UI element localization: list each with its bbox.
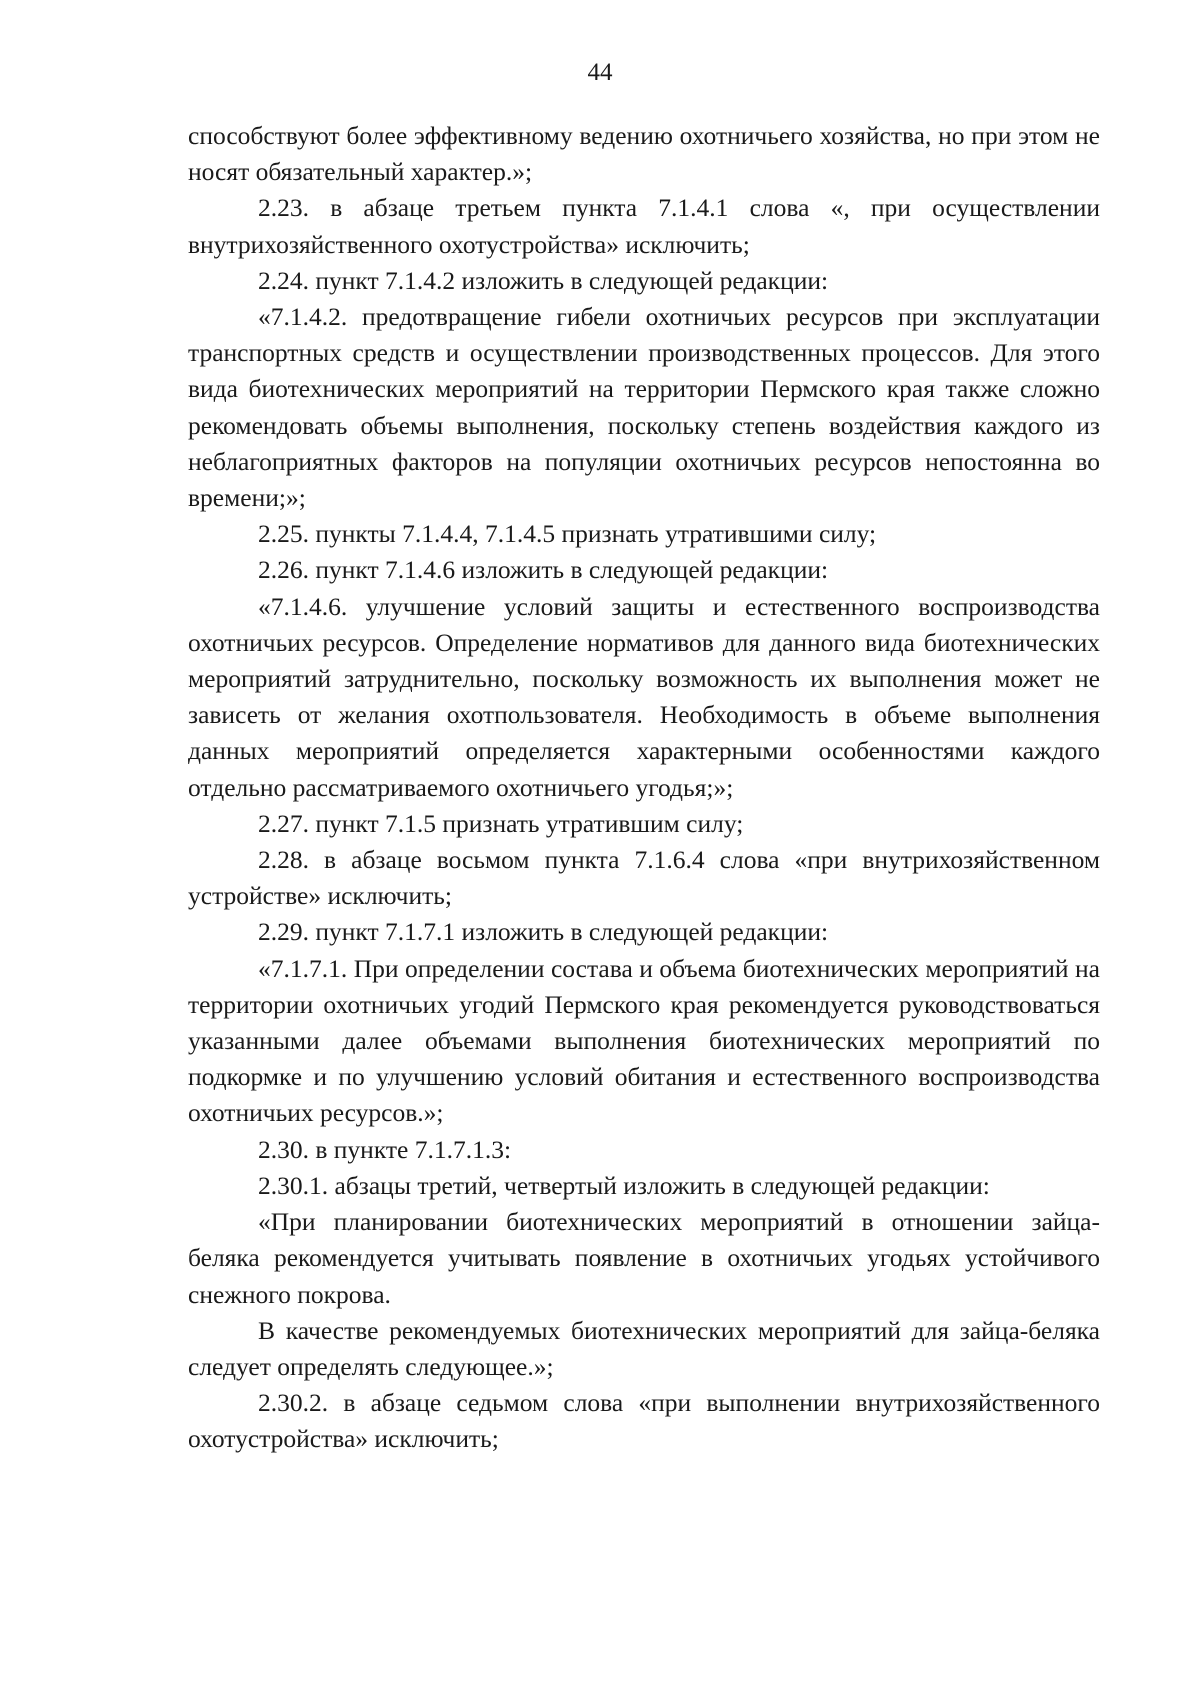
paragraph: 2.23. в абзаце третьем пункта 7.1.4.1 слова «, при осуществлении внутрихозяйственного охотустройства» исключить; — [188, 193, 1100, 259]
paragraph: 2.30.2. в абзаце седьмом слова «при выполнении внутрихозяйственного охотустройства» исключить; — [188, 1388, 1100, 1454]
paragraph: В качестве рекомендуемых биотехнических мероприятий для зайца-беляка следует определять следующее.»; — [188, 1315, 1100, 1381]
paragraph: способствуют более эффективному ведению охотничьего хозяйства, но при этом не носят обязательный характер.»; — [188, 121, 1100, 187]
paragraph: «7.1.4.6. улучшение условий защиты и естественного воспроизводства охотничьих ресурсов. Определение нормативов для данного вида биотехнических мероприятий затруднительно, поскольку возможность их выполнения может не зависеть от желания охотпользователя. Необходимость в объеме выполнения данных мероприятий определяется характерными особенностями каждого отдельно рассматриваемого охотничьего угодья;»; — [188, 591, 1100, 802]
page-number: 44 — [587, 59, 613, 86]
paragraph: 2.25. пункты 7.1.4.4, 7.1.4.5 признать утратившими силу; — [258, 519, 877, 549]
document-body — [188, 118, 1100, 1458]
paragraph: 2.28. в абзаце восьмом пункта 7.1.6.4 слова «при внутрихозяйственном устройстве» исключить; — [188, 845, 1100, 911]
paragraph: 2.24. пункт 7.1.4.2 изложить в следующей редакции: — [258, 265, 829, 295]
paragraph: 2.30. в пункте 7.1.7.1.3: — [258, 1134, 512, 1164]
paragraph: «7.1.4.2. предотвращение гибели охотничьих ресурсов при эксплуатации транспортных средств и осуществлении производственных процессов. Для этого вида биотехнических мероприятий на территории Пермского края также сложно рекомендовать объемы выполнения, поскольку степень воздействия каждого из неблагоприятных факторов на популяции охотничьих ресурсов непостоянна во времени;»; — [188, 302, 1100, 513]
paragraph: 2.29. пункт 7.1.7.1 изложить в следующей редакции: — [258, 917, 829, 947]
paragraph: 2.30.1. абзацы третий, четвертый изложить в следующей редакции: — [258, 1170, 990, 1200]
paragraph: 2.27. пункт 7.1.5 признать утратившим силу; — [258, 808, 744, 838]
paragraph: «При планировании биотехнических мероприятий в отношении зайца-беляка рекомендуется учитывать появление в охотничьих угодьях устойчивого снежного покрова. — [188, 1207, 1100, 1309]
paragraph: «7.1.7.1. При определении состава и объема биотехнических мероприятий на территории охотничьих угодий Пермского края рекомендуется руководствоваться указанными далее объемами выполнения биотехнических мероприятий по подкормке и по улучшению условий обитания и естественного воспроизводства охотничьих ресурсов.»; — [188, 953, 1100, 1128]
paragraph: 2.26. пункт 7.1.4.6 изложить в следующей редакции: — [258, 555, 829, 585]
